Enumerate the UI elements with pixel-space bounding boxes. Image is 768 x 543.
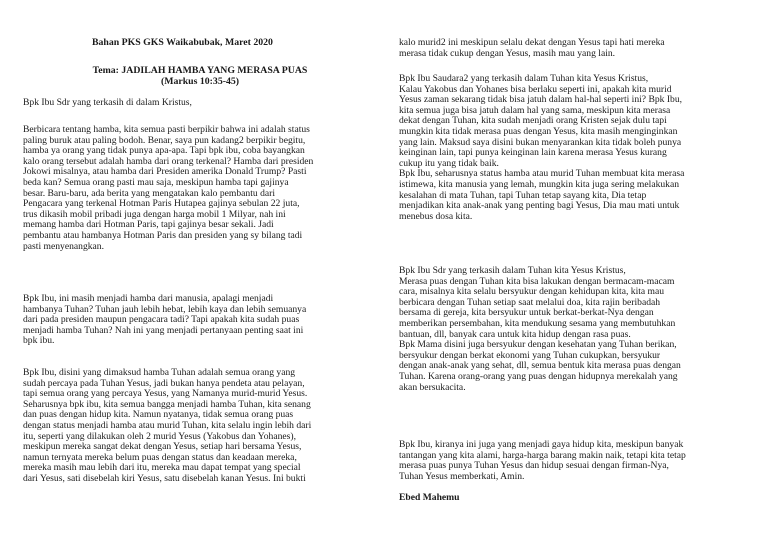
body-paragraph: kalo murid2 ini meskipun selalu dekat dengan Yesus tapi hati mereka merasa tidak cukup dengan Yesus, masih mau yang lain. [399, 37, 665, 59]
scripture-reference: (Markus 10:35-45) [160, 76, 240, 87]
body-paragraph: Berbicara tentang hamba, kita semua pasti berpikir bahwa ini adalah status paling buruk atau paling bodoh. Benar, saya pun kadang2 berpikir begitu, hamba ya orang yang tidak punya apa-apa. Tapi bpk ibu, coba bayangkan kalo orang tersebut adalah hamba dari orang terkenal? Hamba dari presiden Jokowi misalnya, atau hamba dari Presiden amerika Donald Trump? Pasti beda kan? Semua orang pasti mau saja, meskipun hamba tapi gajinya besar. Baru-baru, ada berita yang mengatakan kalo pembantu dari Pengacara yang terkenal Hotman Paris Hutapea gajinya sebulan 22 juta, trus dikasih mobil pribadi juga dengan harga mobil 1 Milyar, nah ini memang hamba dari Hotman Paris, tapi gajinya besar sekali. Jadi pembantu atau hambanya Hotman Paris dan presiden yang sy bilang tadi pasti menyenangkan. [23, 124, 314, 252]
author-signature: Ebed Mahemu [399, 492, 460, 503]
body-paragraph: Bpk Ibu, ini masih menjadi hamba dari manusia, apalagi menjadi hambanya Tuhan? Tuhan jauh lebih hebat, lebih kaya dan lebih semuanya dari pada presiden maupun pengacara tadi? Tapi apakah kita sudah puas menjadi hamba Tuhan? Nah ini yang menjadi pertanyaan penting saat ini bpk ibu. [23, 293, 307, 347]
document-header-line: Bahan PKS GKS Waikabubak, Maret 2020 [92, 37, 273, 48]
closing-paragraph: Bpk Ibu, kiranya ini juga yang menjadi gaya hidup kita, meskipun banyak tantangan yang kita alami, harga-harga barang makin naik, tetapi kita tetap merasa puas punya Tuhan Yesus dan hidup sesuai dengan firman-Nya, Tuhan Yesus memberkati, Amin. [399, 439, 686, 482]
greeting-paragraph: Bpk Ibu Sdr yang terkasih di dalam Kristus, [23, 97, 192, 108]
body-paragraph: Bpk Ibu Sdr yang terkasih dalam Tuhan kita Yesus Kristus, Merasa puas dengan Tuhan kita bisa lakukan dengan bermacam-macam cara, misalnya kita selalu bersyukur dengan kehidupan kita, kita mau berbicara dengan Tuhan setiap saat melalui doa, kita rajin beribadah bersama di gereja, kita bersyukur untuk berkat-berkat-Nya dengan memberikan persembahan, kita mendukung sesama yang membutuhkan bantuan, dll, banyak cara untuk kita hidup dengan rasa puas. Bpk Mama disini juga bersyukur dengan kesehatan yang Tuhan berikan, bersyukur dengan berkat ekonomi yang Tuhan cukupkan, bersyukur dengan anak-anak yang sehat, dll, semua bentuk kita merasa puas dengan Tuhan. Karena orang-orang yang puas dengan hidupnya merekalah yang akan bersukacita. [399, 265, 681, 393]
sermon-theme: Tema: JADILAH HAMBA YANG MERASA PUAS [92, 65, 308, 76]
body-paragraph: Bpk Ibu, disini yang dimaksud hamba Tuhan adalah semua orang yang sudah percaya pada Tuhan Yesus, jadi bukan hanya pendeta atau pelayan, tapi semua orang yang percaya Yesus, yang Namanya murid-murid Yesus. Seharusnya bpk ibu, kita semua bangga menjadi hamba Tuhan, kita senang dan puas dengan hidup kita. Namun nyatanya, tidak semua orang puas dengan status menjadi hamba atau murid Tuhan, kita selalu ingin lebih dari itu, seperti yang dilakukan oleh 2 murid Yesus (Yakobus dan Yohanes), meskipun mereka sangat dekat dengan Yesus, setiap hari bersama Yesus, namun ternyata mereka belum puas dengan status dan keadaan mereka, mereka masih mau lebih dari itu, mereka mau dapat tempat yang special dari Yesus, sati disebelah kiri Yesus, satu disebelah kanan Yesus. Ini bukti [23, 367, 312, 484]
body-paragraph: Bpk Ibu Saudara2 yang terkasih dalam Tuhan kita Yesus Kristus, Kalau Yakobus dan Yohanes bisa berlaku seperti ini, apakah kita murid Yesus zaman sekarang tidak bisa jatuh dalam hal-hal seperti ini? Bpk Ibu, kita semua juga bisa jatuh dalam hal yang sama, meskipun kita merasa dekat dengan Tuhan, kita sudah menjadi orang Kristen sejak dulu tapi mungkin kita tidak merasa puas dengan Yesus, kita masih menginginkan yang lain. Maksud saya disini bukan menyarankan kita tidak boleh punya keinginan lain, tapi punya keinginan lain karena merasa Yesus kurang cukup itu yang tidak baik. Bpk Ibu, seharusnya status hamba atau murid Tuhan membuat kita merasa istimewa, kita manusia yang lemah, mungkin kita juga sering melakukan kesalahan di mata Tuhan, tapi Tuhan tetap sayang kita, Dia tetap menjadikan kita anak-anak yang penting bagi Yesus, Dia mau mati untuk menebus dosa kita. [399, 73, 685, 222]
